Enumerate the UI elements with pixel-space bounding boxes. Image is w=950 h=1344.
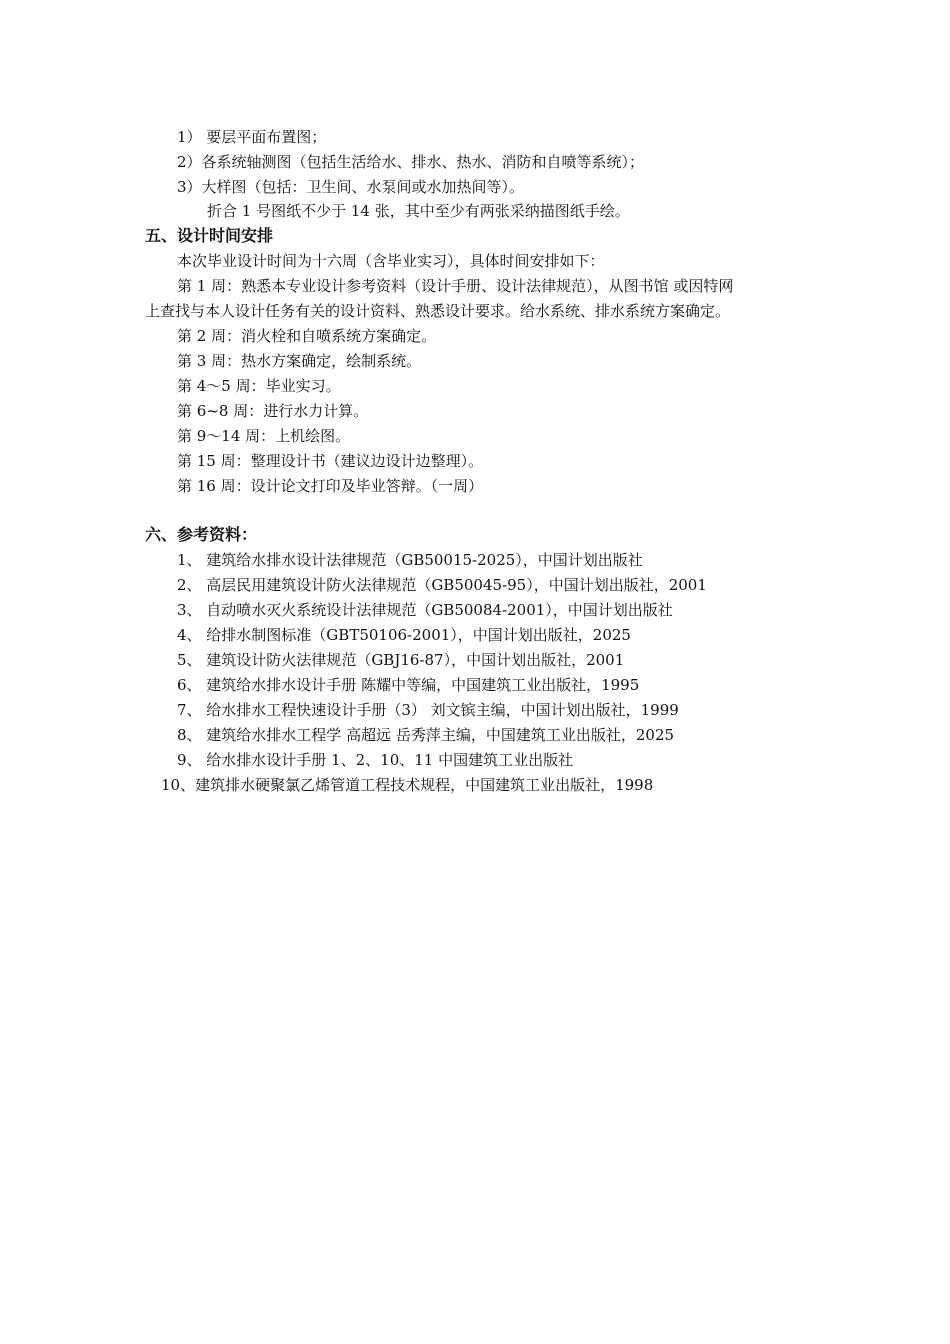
reference-item: 8、 建筑给水排水工程学 高超远 岳秀萍主编，中国建筑工业出版社，2025 — [177, 726, 675, 744]
reference-item: 10、建筑排水硬聚氯乙烯管道工程技术规程，中国建筑工业出版社，1998 — [161, 776, 654, 794]
references-heading: 六、参考资料： — [145, 525, 258, 544]
schedule-week-16: 第 16 周：设计论文打印及毕业答辩。（一周） — [177, 477, 484, 495]
reference-item: 2、 高层民用建筑设计防火法律规范（GB50045-95），中国计划出版社，2001 — [177, 576, 707, 594]
reference-item: 1、 建筑给水排水设计法律规范（GB50015-2025），中国计划出版社 — [177, 551, 643, 569]
drawing-item-2: 2）各系统轴测图（包括生活给水、排水、热水、消防和自喷等系统）； — [177, 153, 645, 171]
schedule-week-2: 第 2 周：消火栓和自喷系统方案确定。 — [177, 327, 437, 345]
drawing-note: 折合 1 号图纸不少于 14 张，其中至少有两张采纳描图纸手绘。 — [207, 202, 630, 220]
schedule-week-9-14: 第 9～14 周：上机绘图。 — [177, 427, 351, 445]
reference-item: 4、 给排水制图标准（GBT50106-2001），中国计划出版社，2025 — [177, 626, 631, 644]
schedule-week-6-8: 第 6~8 周：进行水力计算。 — [177, 402, 369, 420]
reference-item: 3、 自动喷水灭火系统设计法律规范（GB50084-2001），中国计划出版社 — [177, 601, 673, 619]
reference-item: 7、 给水排水工程快速设计手册（3） 刘文镔主编，中国计划出版社，1999 — [177, 701, 679, 719]
schedule-heading: 五、设计时间安排 — [145, 226, 274, 245]
schedule-intro: 本次毕业设计时间为十六周（含毕业实习），具体时间安排如下： — [177, 252, 605, 270]
schedule-week-1-line-1: 第 1 周：熟悉本专业设计参考资料（设计手册、设计法律规范），从图书馆 或因特网 — [177, 277, 734, 295]
drawing-item-1: 1） 要层平面布置图； — [177, 128, 327, 146]
schedule-week-3: 第 3 周：热水方案确定，绘制系统。 — [177, 352, 422, 370]
schedule-week-4-5: 第 4～5 周：毕业实习。 — [177, 377, 341, 395]
schedule-week-1-line-2: 上查找与本人设计任务有关的设计资料、熟悉设计要求。给水系统、排水系统方案确定。 — [145, 302, 731, 320]
drawing-item-3: 3）大样图（包括：卫生间、水泵间或水加热间等）。 — [177, 178, 525, 196]
reference-item: 5、 建筑设计防火法律规范（GBJ16-87），中国计划出版社，2001 — [177, 651, 625, 669]
reference-item: 9、 给水排水设计手册 1、2、10、11 中国建筑工业出版社 — [177, 751, 574, 769]
reference-item: 6、 建筑给水排水设计手册 陈耀中等编，中国建筑工业出版社，1995 — [177, 676, 640, 694]
schedule-week-15: 第 15 周：整理设计书（建议边设计边整理）。 — [177, 452, 484, 470]
